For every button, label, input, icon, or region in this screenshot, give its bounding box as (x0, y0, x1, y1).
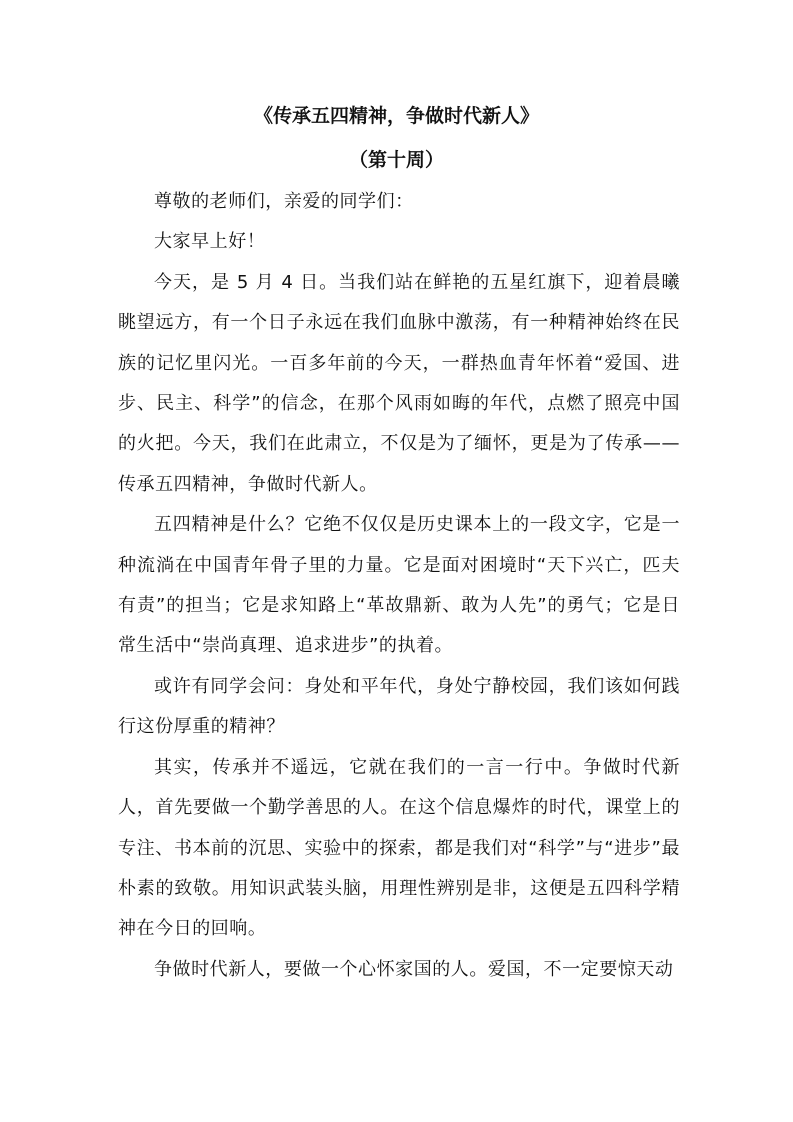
document-subtitle: （第十周） (348, 149, 444, 171)
body-paragraph: 争做时代新人，要做一个心怀家国的人。爱国，不一定要惊天动 (154, 958, 674, 980)
speech-body (118, 182, 680, 990)
document-title: 《传承五四精神，争做时代新人》 (253, 105, 539, 127)
salutation-paragraph: 尊敬的老师们，亲爱的同学们： (154, 191, 414, 212)
body-paragraph: 五四精神是什么？它绝不仅仅是历史课本上的一段文字，它是一种流淌在中国青年骨子里的力量。它是面对困境时“天下兴亡，匹夫有责”的担当；它是求知路上“革故鼎新、敢为人先”的勇气；它是日常生活中“崇尚真理、追求进步”的执着。 (118, 514, 680, 657)
body-paragraph: 今天，是 5 月 4 日。当我们站在鲜艳的五星红旗下，迎着晨曦眺望远方，有一个日子永远在我们血脉中激荡，有一种精神始终在民族的记忆里闪光。一百多年前的今天，一群热血青年怀着“爱国、进步、民主、科学”的信念，在那个风雨如晦的年代，点燃了照亮中国的火把。今天，我们在此肃立，不仅是为了缅怀，更是为了传承——传承五四精神，争做时代新人。 (118, 271, 680, 495)
greeting-paragraph: 大家早上好！ (154, 231, 266, 253)
body-paragraph: 其实，传承并不遥远，它就在我们的一言一行中。争做时代新人，首先要做一个勤学善思的人。在这个信息爆炸的时代，课堂上的专注、书本前的沉思、实验中的探索，都是我们对“科学”与“进步”最朴素的致敬。用知识武装头脑，用理性辨别是非，这便是五四科学精神在今日的回响。 (118, 756, 680, 940)
body-paragraph: 或许有同学会问：身处和平年代，身处宁静校园，我们该如何践行这份厚重的精神？ (118, 675, 680, 738)
